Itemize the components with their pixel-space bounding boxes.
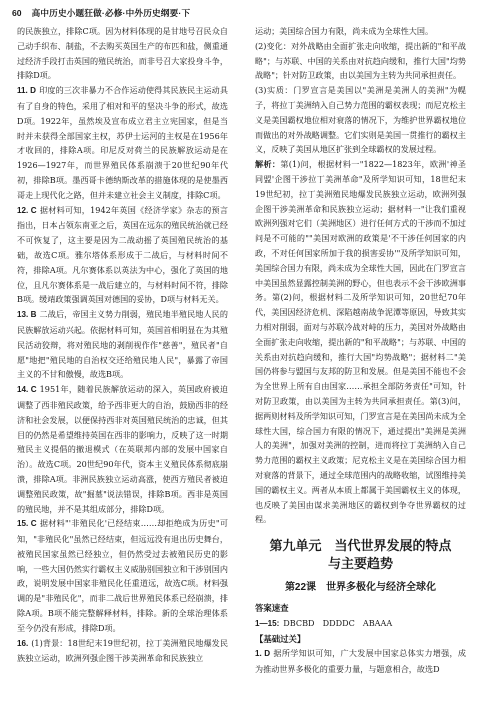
unit-title-line-2: 与主要趋势 xyxy=(327,556,393,572)
answer-text: 据材料"'非殖民化'已经结束……却拒绝成为历史"可知，"非殖民化"虽然已经结束，但远远没有退出历史舞台，被殖民国家虽然已经独立，但仍然受过去被殖民历史的影响，一些大国仍然实行霸权主义威胁别国独立和干涉别国内政，说明发展中国家非殖民化任重道远，故选C项。材料强调的是"非殖民化"，而非二战后世界殖民体系已经崩溃，排除A项。B项不能完整解释材料，排除。新的全球治理体系至今仍没有形成，排除D项。 xyxy=(17,518,228,633)
paragraph-text: 的民族独立，排除C项。因为材料体现的是甘地号召民众自己动手织布、制盐，不去购买英国生产的布匹和盐，侧重通过经济手段打击英国的殖民统治，而非号召大家投身斗争，排除D项。 xyxy=(17,26,228,81)
lesson-name: 世界多极化与经济全球化 xyxy=(326,582,437,594)
answer-16 xyxy=(17,636,228,667)
answer-text: 据所学知识可知，广大发展中国家总体实力增强，成为推动世界多极化的重要力量，与题意相合，故选D xyxy=(255,648,466,675)
answer-1 xyxy=(255,646,466,677)
answer-13 xyxy=(17,307,228,382)
answer-15 xyxy=(17,516,228,635)
paragraph-text: 运动；美国综合国力有限，尚未成为全球性大国。 xyxy=(255,26,434,36)
analysis-text: 第(1)问，根据材料一"1822—1823年，欧洲'神圣同盟'企图干涉拉丁美洲革命"及所学知识可知，18世纪末19世纪初，拉丁美洲殖民地爆发民族独立运动，欧洲列强企图干涉美洲革命和民族独立运动；据材料一"让我们重视欧洲列强对它们（美洲地区）进行任何方式的干涉而不加过问是不可能的""美国对欧洲的政策是'不干涉任何国家的内政，不对任何国家所加于我的损害妥协'"及所学知识可知，美国综合国力有限，尚未成为全球性大国，因此在门罗宣言中美国虽然显露控制美洲的野心，但也表示不会干涉欧洲事务。第(2)问，根据材料二及所学知识可知，20世纪70年代，美国因经济危机、深陷越南战争泥潭等原因，导致其实力相对削弱，面对与苏联冷战对峙的压力，美国对外战略由全面扩张走向收缩，提出新的"和平战略"；与苏联、中国的关系由对抗趋向缓和，推行大国"均势战略"；据材料二"美国仍将参与盟国与友邦的防卫和发展。但是美国不能也不会为全世界上所有自由国家……承担全部防务责任"可知，针对防卫政策，由以美国为主转为共同承担责任。第(3)问，据两则材料及所学知识可知，门罗宣言是在美国尚未成为全球性大国，综合国力有限的情况下，通过提出"美洲是美洲人的美洲"，加强对美洲的控制，进而将拉丁美洲纳入自己势力范围的霸权主义政策；尼克松主义是在美国综合国力相对衰落的背景下，通过全球范围内的战略收缩，试图维持美国的霸权主义。两者从本质上都属于美国霸权主义的体现，也反映了美国由谋求美洲地区的霸权到争夺世界霸权的过程。 xyxy=(255,159,466,525)
answer-16-part-2 xyxy=(255,39,466,83)
unit-title-line-1: 第九单元 当代世界发展的特点 xyxy=(269,538,452,554)
analysis-paragraph xyxy=(255,157,466,527)
answer-text: 1951年，随着民族解放运动的深入，英国政府被迫调整了西非殖民政策，给予西非更大的自治，鼓励西非的经济和社会发展，以便保持西非对英国殖民统治的忠诚，但其目的仍然是希望维持英国在西非的影响力，反映了这一时期殖民主义提倡的撤退模式（在英联邦内部的发展中国家自治）。故选C项。20世纪90年代，资本主义殖民体系彻底崩溃，排除A项。非洲民族独立运动高涨，使西方殖民者被迫调整殖民政策，故"掘墓"说法错误，排除B项。西非是英国的殖民地，并不是其组成部分，排除D项。 xyxy=(17,384,228,514)
right-column xyxy=(255,24,466,708)
paragraph-continuation xyxy=(17,24,228,83)
left-column xyxy=(17,24,228,708)
answer-key-line xyxy=(255,616,466,632)
answer-11 xyxy=(17,83,228,202)
question-number: 12. C xyxy=(17,205,37,215)
unit-title xyxy=(255,537,466,573)
question-number: 13. B xyxy=(17,310,37,320)
question-number: 14. C xyxy=(17,385,37,395)
answer-14 xyxy=(17,382,228,516)
question-number: 15. C xyxy=(17,519,37,529)
paragraph-continuation xyxy=(255,24,466,39)
answer-key-heading: 答案速查 xyxy=(255,603,289,614)
lesson-title xyxy=(255,581,466,595)
question-number: 16. xyxy=(17,638,29,648)
answer-text: 据材料可知，1942年英国《经济学家》杂志的预言指出，日本占领东南亚之后，英国在远东的殖民统治就已经不可恢复了，这主要是因为二战动摇了英国殖民统治的基础，故选C项。雅尔塔体系形成于二战后，与材料时间不符，排除A项。凡尔赛体系以英法为中心，强化了英国的地位，且凡尔赛体系是一战后建立的，与材料时间不符，排除B项。缓靖政策强调英国对德国的妥协，D项与材料无关。 xyxy=(17,204,228,305)
paragraph-text: (2)变化：对外战略由全面扩张走向收缩，提出新的"和平战略"；与苏联、中国的关系由对抗趋向缓和，推行大国"均势战略"；针对防卫政策，由以美国为主转为共同承担责任。 xyxy=(255,40,466,81)
book-title: 高中历史小题狂做·必修·中外历史纲要·下 xyxy=(31,8,191,18)
answer-text: (1)背景：18世纪末19世纪初，拉丁美洲殖民地爆发民族独立运动，欧洲列强企图干涉美洲革命和民族独立 xyxy=(17,637,228,664)
answer-text: 印度的三次非暴力不合作运动使得其民族民主运动具有了自身的特色，采用了相对和平的坚决斗争的形式，故选D项。1922年，虽然埃及宣布成立君主立宪国家，但是当时并未获得全部国家主权，苏伊士运河的主权是在1956年才收回的，排除A项。印尼反对荷兰的民族解放运动是在1926—1927年，而世界殖民体系崩溃于20世纪90年代初，排除B项。墨西哥卡德纳斯改革的措施体现的是使墨西哥走上现代化之路，但并未建立社会主义制度，排除C项。 xyxy=(17,85,228,200)
answer-16-part-3 xyxy=(255,83,466,157)
lesson-number: 第22课 xyxy=(284,582,317,594)
question-number: 1. D xyxy=(255,649,271,659)
analysis-label: 解析： xyxy=(255,159,281,170)
page-number: 60 xyxy=(12,8,22,18)
answer-12 xyxy=(17,203,228,308)
question-number: 11. D xyxy=(17,86,37,96)
page-header xyxy=(12,6,190,20)
basic-section-heading: 【基础过关】 xyxy=(255,633,306,644)
paragraph-text: (3)实质：门罗宣言是美国以"美洲是美洲人的美洲"为幌子，将拉丁美洲纳入自己势力范围的霸权表现；而尼克松主义是美国霸权地位相对衰落的情况下，为维护世界霸权地位而做出的对外战略调整。它们实则是美国一贯推行的霸权主义，反映了美国从地区扩张到全球霸权的发展过程。 xyxy=(255,85,466,155)
answer-text: 二战后，帝国主义势力削弱，殖民地半殖民地人民的民族解放运动兴起。依据材料可知，英国首相明显在为其殖民活动狡辩，将对殖民地的剥削视作作"慈善"，殖民者"自愿"地把"殖民地的自治权交还给殖民地人民"，暴露了帝国主义的不甘和傲慢，故选B项。 xyxy=(17,309,228,380)
answer-range: 1—15: xyxy=(255,618,280,628)
answer-keys: DBCBD DDDDC ABAAA xyxy=(283,617,393,628)
